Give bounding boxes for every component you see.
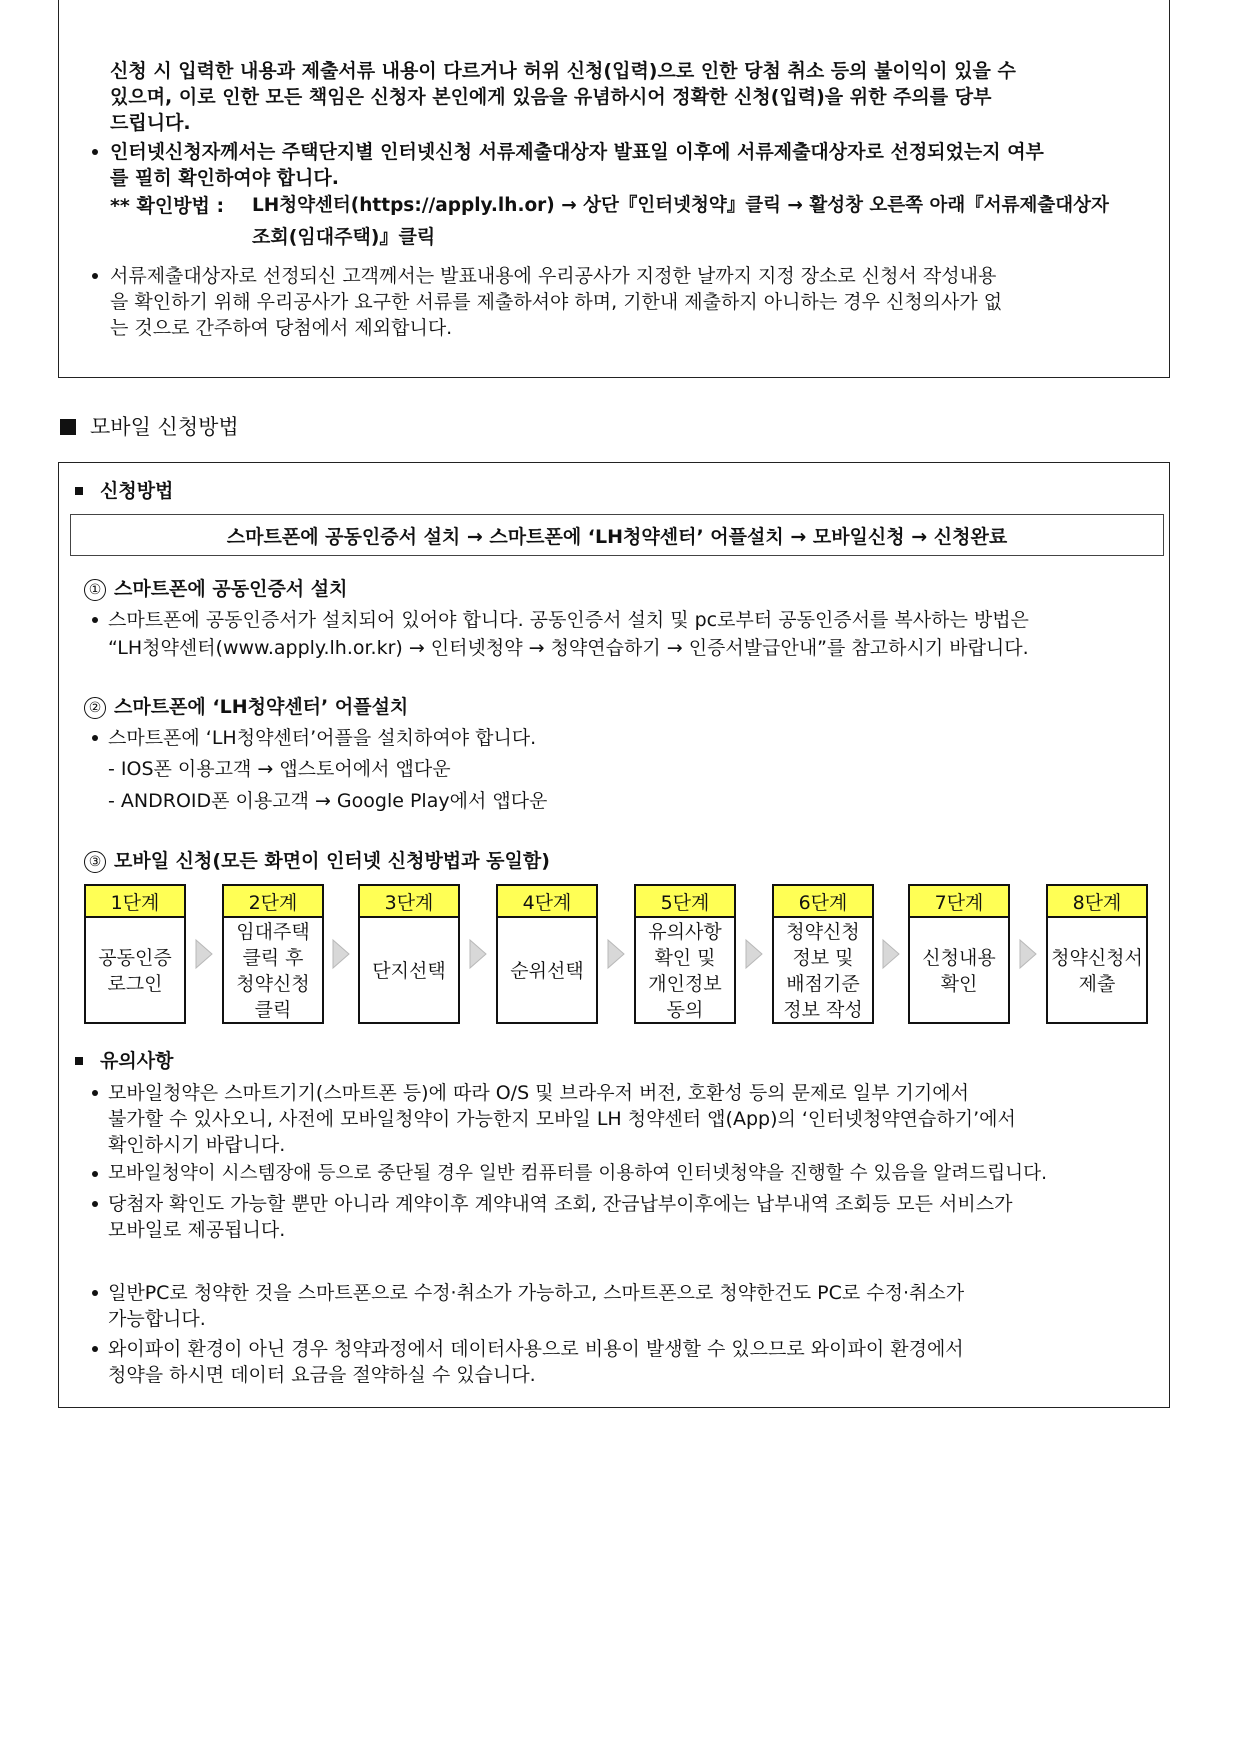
bullet-dot bbox=[92, 1201, 98, 1207]
top-line-3: 드립니다. bbox=[110, 112, 191, 134]
stage-body: 임대주택 클릭 후 청약신청 클릭 bbox=[236, 921, 310, 1021]
bullet1-line-2: 를 필히 확인하여야 합니다. bbox=[110, 167, 339, 189]
step2-line-3: - ANDROID폰 이용고객 → Google Play에서 앱다운 bbox=[108, 790, 548, 812]
check-method-line-1: LH청약센터(https://apply.lh.or) → 상단『인터넷청약』클릭 → 활성창 오른쪽 아래『서류제출대상자 bbox=[252, 195, 1109, 216]
stage-head: 5단계 bbox=[636, 886, 734, 918]
notes-title: 유의사항 bbox=[100, 1050, 174, 1072]
note1-line-1: 모바일청약은 스마트기기(스마트폰 등)에 따라 O/S 및 브라우저 버전, 호환성 등의 문제로 일부 기기에서 bbox=[108, 1082, 969, 1104]
note3-line-2: 모바일로 제공됩니다. bbox=[108, 1219, 286, 1241]
method-title: 신청방법 bbox=[100, 480, 174, 502]
step2-number: ② bbox=[84, 697, 106, 719]
bullet2-line-2: 을 확인하기 위해 우리공사가 요구한 서류를 제출하셔야 하며, 기한내 제출하지 아니하는 경우 신청의사가 없 bbox=[110, 291, 1003, 313]
small-square-icon bbox=[75, 487, 83, 495]
section-title: 모바일 신청방법 bbox=[90, 415, 239, 439]
flow-summary: 스마트폰에 공동인증서 설치 → 스마트폰에 ‘LH청약센터’ 어플설치 → 모바일신청 → 신청완료 bbox=[70, 514, 1164, 556]
step1-line-2: “LH청약센터(www.apply.lh.or.kr) → 인터넷청약 → 청약연습하기 → 인증서발급안내”를 참고하시기 바랍니다. bbox=[108, 637, 1029, 659]
stage-head: 4단계 bbox=[498, 886, 596, 918]
chevron-right-icon bbox=[881, 936, 903, 972]
note4-line-1: 일반PC로 청약한 것을 스마트폰으로 수정·취소가 가능하고, 스마트폰으로 청약한건도 PC로 수정·취소가 bbox=[108, 1282, 965, 1304]
step3-number: ③ bbox=[84, 851, 106, 873]
note1-line-2: 불가할 수 있사오니, 사전에 모바일청약이 가능한지 모바일 LH 청약센터 앱(App)의 ‘인터넷청약연습하기’에서 bbox=[108, 1108, 1016, 1130]
stage-head: 2단계 bbox=[224, 886, 322, 918]
step1-number: ① bbox=[84, 579, 106, 601]
note1-line-3: 확인하시기 바랍니다. bbox=[108, 1134, 286, 1156]
chevron-right-icon bbox=[1018, 936, 1040, 972]
bullet-dot bbox=[92, 1171, 98, 1177]
stage-box bbox=[634, 884, 736, 1024]
stage-body: 순위선택 bbox=[510, 960, 584, 982]
check-method-label: ** 확인방법 : bbox=[110, 195, 225, 217]
bullet-dot bbox=[92, 273, 98, 279]
stage-box bbox=[908, 884, 1010, 1024]
step2-line-1: 스마트폰에 ‘LH청약센터’어플을 설치하여야 합니다. bbox=[108, 727, 537, 749]
top-line-2: 있으며, 이로 인한 모든 책임은 신청자 본인에게 있음을 유념하시어 정확한 신청(입력)을 위한 주의를 당부 bbox=[110, 86, 992, 108]
check-method-line-2: 조회(임대주택)』클릭 bbox=[252, 226, 436, 248]
section-square-icon bbox=[60, 419, 76, 435]
note2-line-1: 모바일청약이 시스템장애 등으로 중단될 경우 일반 컴퓨터를 이용하여 인터넷청약을 진행할 수 있음을 알려드립니다. bbox=[108, 1163, 1047, 1184]
top-line-1: 신청 시 입력한 내용과 제출서류 내용이 다르거나 허위 신청(입력)으로 인한 당첨 취소 등의 불이익이 있을 수 bbox=[110, 60, 1016, 82]
bullet-dot bbox=[92, 1346, 98, 1352]
stage-body: 유의사항 확인 및 개인정보 동의 bbox=[648, 921, 722, 1021]
bullet-dot bbox=[92, 735, 98, 741]
stage-box bbox=[222, 884, 324, 1024]
stage-head: 3단계 bbox=[360, 886, 458, 918]
small-square-icon bbox=[75, 1057, 83, 1065]
stage-body: 청약신청서 제출 bbox=[1051, 947, 1143, 995]
stage-head: 8단계 bbox=[1048, 886, 1146, 918]
stage-body: 공동인증 로그인 bbox=[98, 947, 172, 995]
step2-line-2: - IOS폰 이용고객 → 앱스토어에서 앱다운 bbox=[108, 758, 451, 780]
stage-head: 7단계 bbox=[910, 886, 1008, 918]
bullet-dot bbox=[92, 1090, 98, 1096]
step1-title: ① 스마트폰에 공동인증서 설치 bbox=[84, 576, 347, 602]
chevron-right-icon bbox=[744, 936, 766, 972]
chevron-right-icon bbox=[194, 936, 216, 972]
note5-line-2: 청약을 하시면 데이터 요금을 절약하실 수 있습니다. bbox=[108, 1364, 536, 1386]
stage-box bbox=[772, 884, 874, 1024]
note3-line-1: 당첨자 확인도 가능할 뿐만 아니라 계약이후 계약내역 조회, 잔금납부이후에는 납부내역 조회등 모든 서비스가 bbox=[108, 1193, 1013, 1215]
stage-box bbox=[496, 884, 598, 1024]
stage-head: 1단계 bbox=[86, 886, 184, 918]
stage-body: 신청내용 확인 bbox=[922, 947, 996, 995]
step1-line-1: 스마트폰에 공동인증서가 설치되어 있어야 합니다. 공동인증서 설치 및 pc로부터 공동인증서를 복사하는 방법은 bbox=[108, 609, 1029, 631]
stage-head: 6단계 bbox=[774, 886, 872, 918]
bullet2-line-3: 는 것으로 간주하여 당첨에서 제외합니다. bbox=[110, 317, 453, 339]
note5-line-1: 와이파이 환경이 아닌 경우 청약과정에서 데이터사용으로 비용이 발생할 수 있으므로 와이파이 환경에서 bbox=[108, 1338, 964, 1360]
bullet-dot bbox=[92, 617, 98, 623]
stage-body: 단지선택 bbox=[372, 960, 446, 982]
stage-body: 청약신청 정보 및 배점기준 정보 작성 bbox=[783, 921, 863, 1021]
bullet1-line-1: 인터넷신청자께서는 주택단지별 인터넷신청 서류제출대상자 발표일 이후에 서류제출대상자로 선정되었는지 여부 bbox=[110, 141, 1044, 163]
step3-title: ③ 모바일 신청(모든 화면이 인터넷 신청방법과 동일함) bbox=[84, 848, 550, 874]
stage-box bbox=[84, 884, 186, 1024]
bullet2-line-1: 서류제출대상자로 선정되신 고객께서는 발표내용에 우리공사가 지정한 날까지 지정 장소로 신청서 작성내용 bbox=[110, 265, 997, 287]
chevron-right-icon bbox=[331, 936, 353, 972]
stage-box bbox=[1046, 884, 1148, 1024]
bullet-dot bbox=[92, 149, 98, 155]
stage-box bbox=[358, 884, 460, 1024]
chevron-right-icon bbox=[606, 936, 628, 972]
chevron-right-icon bbox=[468, 936, 490, 972]
bullet-dot bbox=[92, 1290, 98, 1296]
step2-title: ② 스마트폰에 ‘LH청약센터’ 어플설치 bbox=[84, 694, 408, 720]
note4-line-2: 가능합니다. bbox=[108, 1308, 206, 1330]
